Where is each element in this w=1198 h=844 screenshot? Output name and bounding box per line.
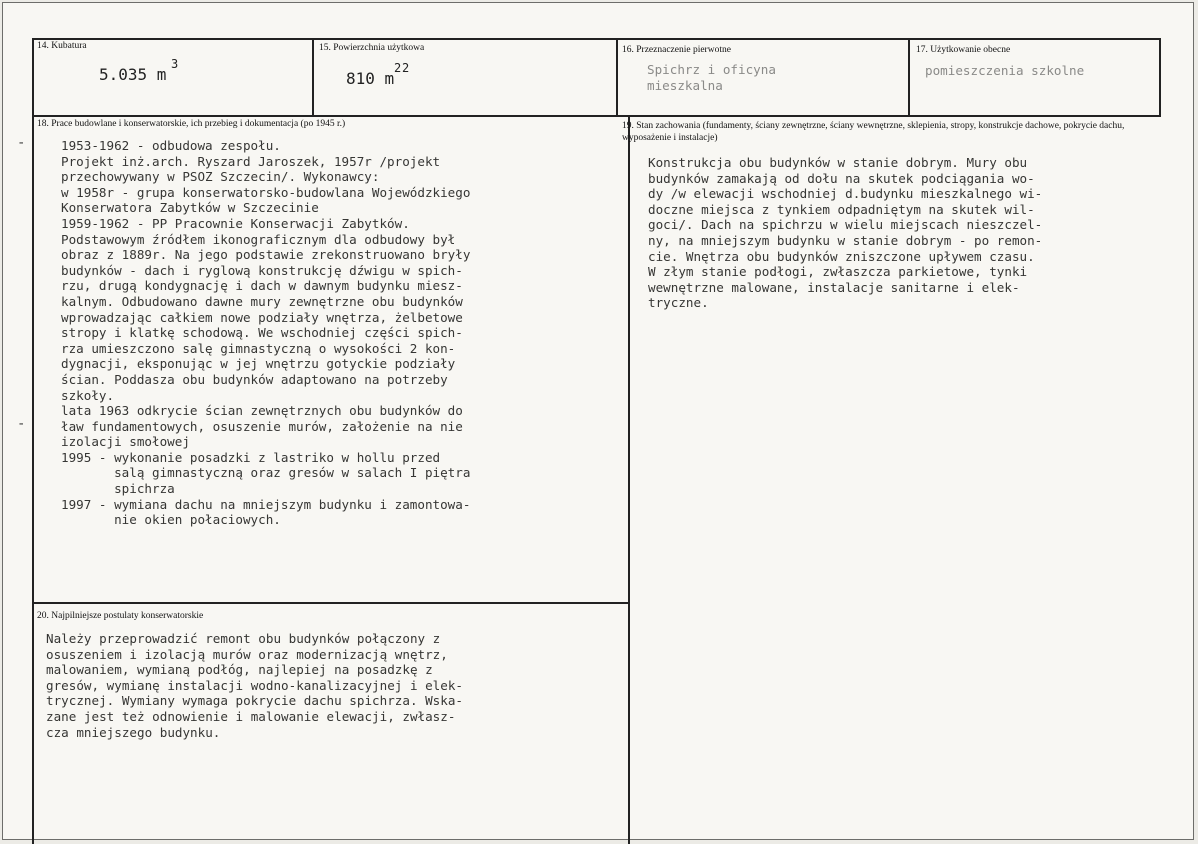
field-15-label: 15. Powierzchnia użytkowa: [319, 43, 425, 53]
field-20-label: 20. Najpilniejsze postulaty konserwatorskie: [37, 611, 204, 621]
field-16-label: 16. Przeznaczenie pierwotne: [622, 45, 731, 55]
right-rule: [1159, 38, 1161, 117]
field-15-unit-sup-extra: 2: [402, 61, 410, 75]
top-rule: [33, 38, 1161, 40]
field-15-unit-sup: 2: [394, 61, 402, 75]
field-18-label: 18. Prace budowlane i konserwatorskie, ich przebieg i dokumentacja (po 1945 r.): [37, 119, 346, 129]
divider-16-17: [908, 38, 910, 117]
divider-18-19: [628, 115, 630, 844]
field-14-value: 5.035 m: [99, 65, 167, 84]
field-15-value: 810 m: [346, 69, 395, 88]
field-19-label: 19. Stan zachowania (fundamenty, ściany zewnętrzne, ściany wewnętrzne, sklepienia, stropy, konstrukcje dachowe, pokrycie dachu, wyposażenie i instalacje): [622, 121, 1125, 143]
field-18-text: 1953-1962 - odbudowa zespołu. Projekt inż.arch. Ryszard Jaroszek, 1957r /projekt przechowywany w PSOZ Szczecin/. Wykonawcy: w 1958r - grupa konserwatorsko-budowlana Wojewódzkiego Konserwatora Zabytków w Szczecinie 1959-1962 - PP Pracownie Konserwacji Zabytków. Podstawowym źródłem ikonograficznym dla odbudowy był obraz z 1889r. Na jego podstawie zrekonstruowano bryły budynków - dach i ryglową konstrukcję dźwigu w spich- rzu, drugą kondygnację i dach w dawnym budynku miesz- kalnym. Odbudowano dawne mury zewnętrzne obu budynków wprowadzając całkiem nowe podziały wnętrza, żelbetowe stropy i klatkę schodową. We wschodniej części spich- rza umieszczono salę gimnastyczną o wysokości 2 kon- dygnacji, eksponując w jej wnętrzu gotyckie podziały ścian. Poddasza obu budynków adaptowano na potrzeby szkoły. lata 1963 odkrycie ścian zewnętrznych obu budynków do ław fundamentowych, osuszenie murów, założenie na nie izolacji smołowej 1995 - wykonanie posadzki z lastriko w hollu przed salą gimnastyczną oraz gresów w salach I piętra spichrza 1997 - wymiana dachu na mniejszym budynku i zamontowa- nie okien połaciowych.: [61, 138, 471, 528]
field-20-text: Należy przeprowadzić remont obu budynków połączony z osuszeniem i izolacją murów oraz modernizacją wnętrz, malowaniem, wymianą podłóg, najlepiej na posadzkę z gresów, wymianę instalacji wodno-kanalizacyjnej i elek- trycznej. Wymiany wymaga pokrycie dachu spichrza. Wska- zane jest też odnowienie i malowanie elewacji, zwłasz- cza mniejszego budynku.: [46, 631, 464, 740]
record-card: [2, 2, 1194, 840]
field-14-label: 14. Kubatura: [37, 41, 87, 51]
bullet-dash-1: -: [17, 135, 26, 151]
field-19-text: Konstrukcja obu budynków w stanie dobrym. Mury obu budynków zamakają od dołu na skutek podciągania wo- dy /w elewacji wschodniej d.budynku mieszkalnego wi- doczne miejsca z tynkiem odpadniętym na skutek wil- goci/. Dach na spichrzu w wielu miejscach nieszczel- ny, na mniejszym budynku w stanie dobrym - po remon- cie. Wnętrza obu budynków zniszczone upływem czasu. W złym stanie podłogi, zwłaszcza parkietowe, tynki wewnętrzne malowane, instalacje sanitarne i elek- tryczne.: [648, 155, 1043, 311]
bullet-dash-2: -: [17, 416, 26, 432]
row1-bottom-rule: [33, 115, 1161, 117]
divider-15-16: [616, 38, 618, 117]
row2-divider-rule: [33, 602, 630, 604]
field-17-label: 17. Użytkowanie obecne: [916, 45, 1011, 55]
field-17-value: pomieszczenia szkolne: [925, 63, 1085, 78]
field-16-value: Spichrz i oficyna mieszkalna: [647, 62, 776, 93]
field-14-unit-sup: 3: [171, 57, 179, 71]
divider-14-15: [312, 38, 314, 117]
left-rule: [32, 38, 34, 844]
